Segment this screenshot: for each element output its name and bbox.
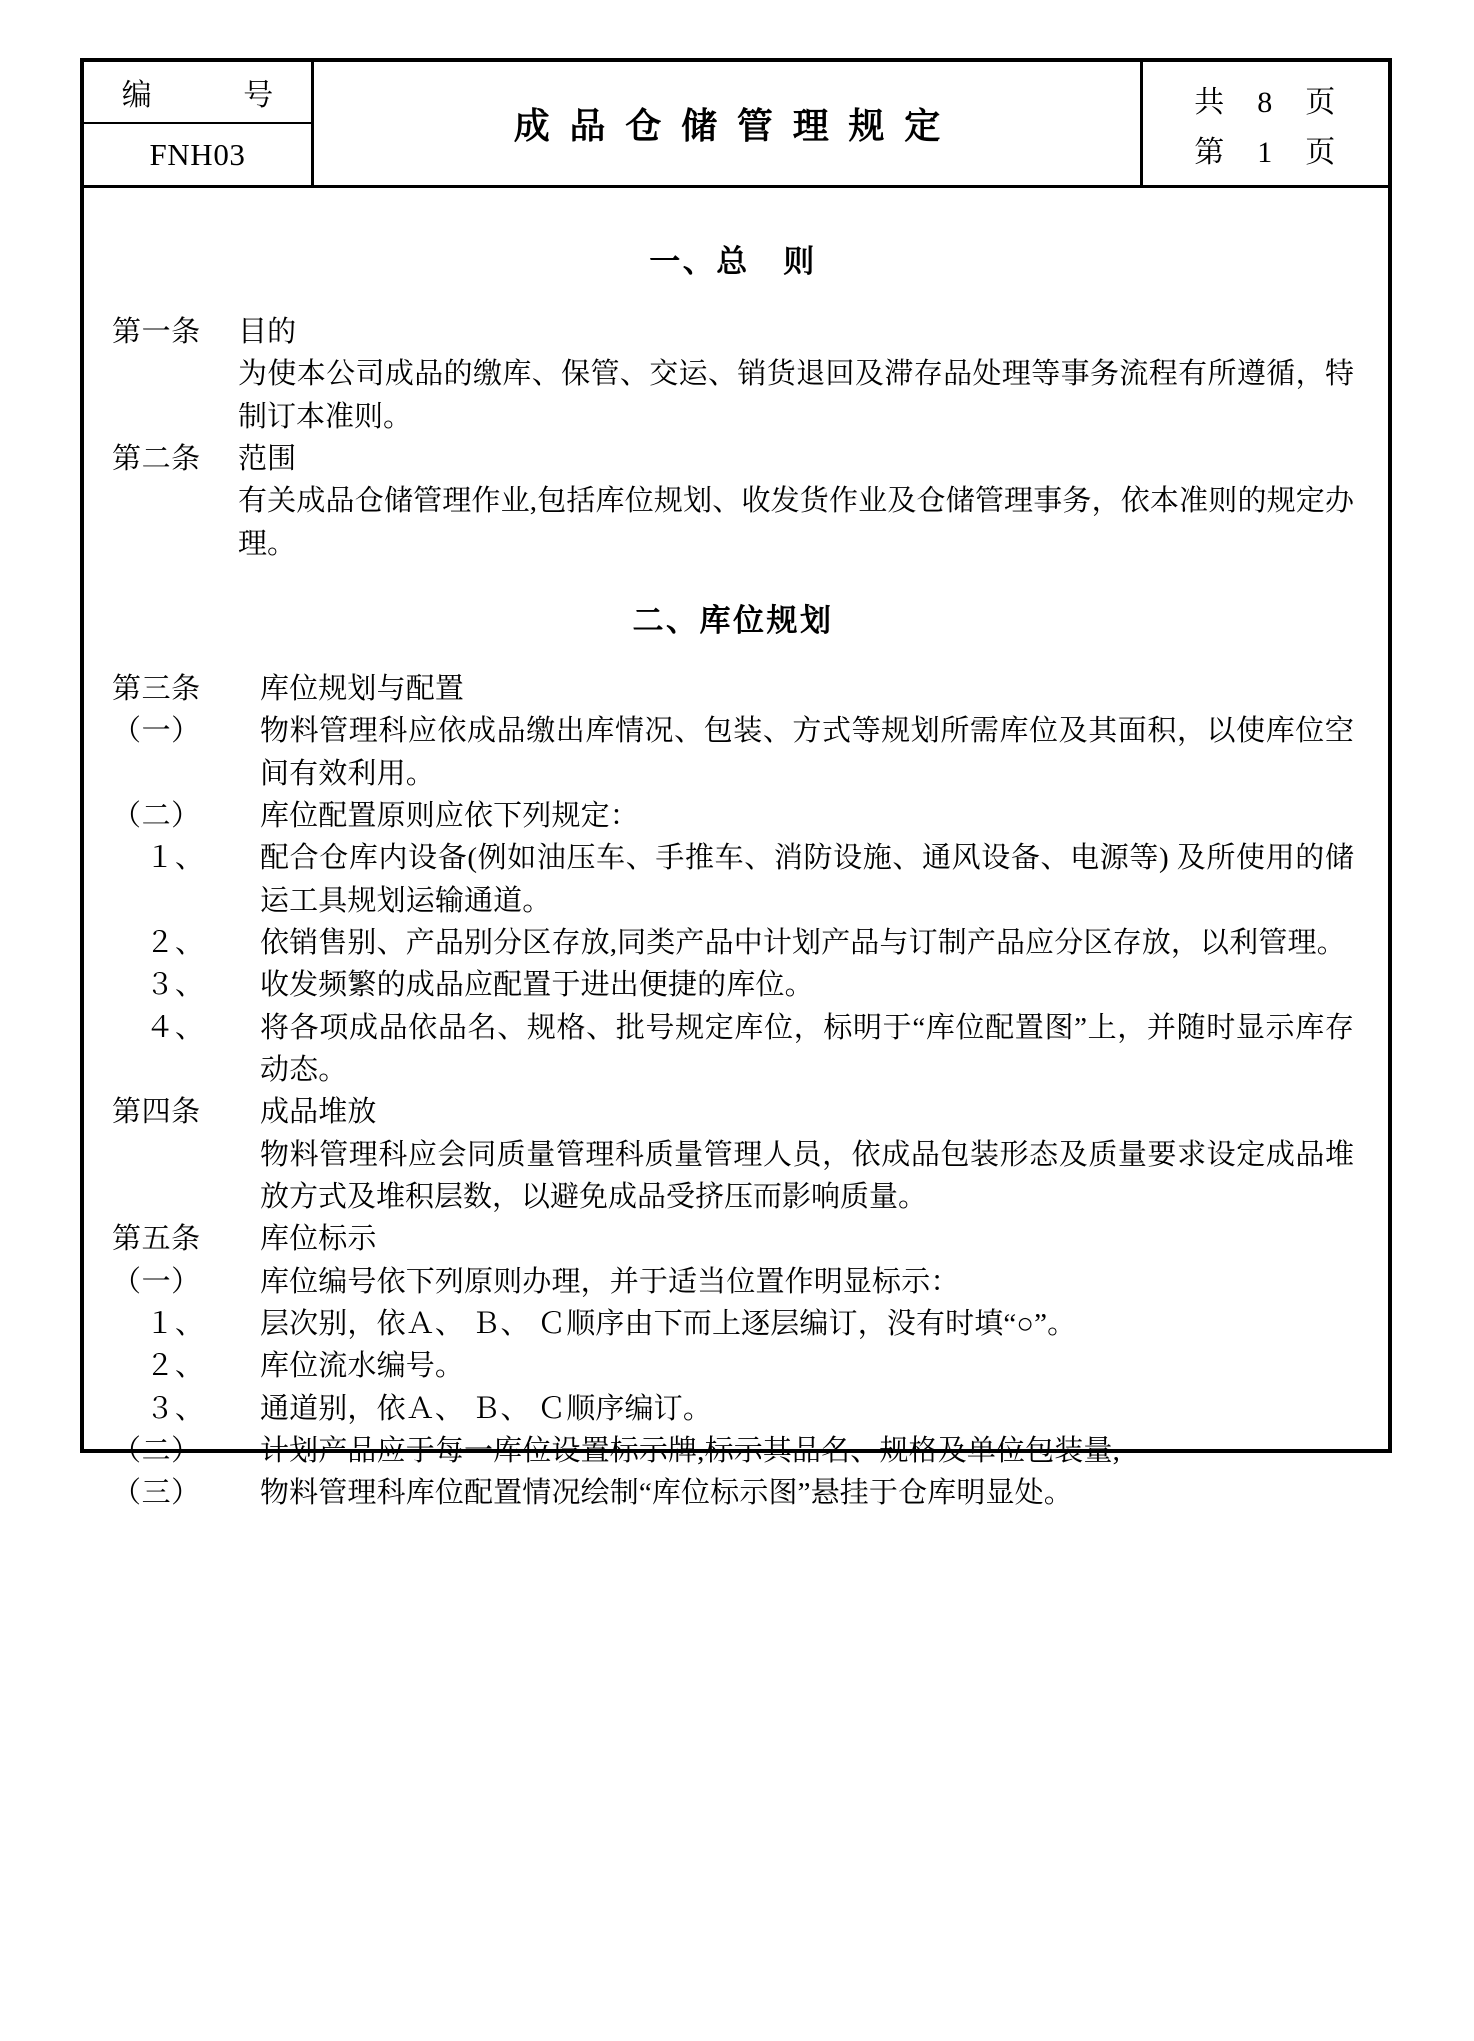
article-1 [112,311,1354,353]
article-5-sub-3 [112,1388,1354,1430]
article-5-label: 第五条 [112,1223,201,1256]
total-pages: 共 8 页 [1194,85,1337,119]
article-1-label: 第一条 [112,316,201,348]
document-header [84,62,1388,188]
article-3-sub-3 [112,964,1354,1006]
article-3-item-1-label: （一） [112,715,201,748]
header-pages-cell [1143,62,1388,185]
article-3-sub-1 [112,837,1354,922]
article-1-title: 目的 [238,316,297,348]
article-3-sub-4-label: ４、 [145,1011,205,1044]
article-3-label: 第三条 [112,672,201,705]
article-5 [112,1218,1354,1260]
article-5-item-3 [112,1472,1354,1514]
article-4-body: 物料管理科应会同质量管理科质量管理人员，依成品包装形态及质量要求设定成品堆放方式及堆积层数，以避免成品受挤压而影响质量。 [260,1138,1354,1213]
article-3-item-2-text: 库位配置原则应依下列规定： [260,799,639,832]
header-code-cell [84,62,314,185]
article-5-item-1 [112,1261,1354,1303]
document-page [80,58,1392,1510]
article-3-sub-3-label: ３、 [145,969,205,1002]
article-5-item-1-label: （一） [112,1265,201,1298]
current-page: 第 1 页 [1194,135,1337,169]
article-5-item-1-text: 库位编号依下列原则办理，并于适当位置作明显标示： [260,1265,960,1298]
article-5-item-2 [112,1430,1354,1472]
article-3-item-1 [112,710,1354,795]
article-4-title: 成品堆放 [260,1096,377,1129]
document-title: 成品仓储管理规定 [314,62,1143,185]
article-3-item-1-text: 物料管理科应依成品缴出库情况、包装、方式等规划所需库位及其面积，以使库位空间有效利用。 [260,715,1354,790]
article-5-sub-1-text: 层次别，依Ａ、 Ｂ、 Ｃ顺序由下而上逐层编订，没有时填“○”。 [260,1307,1077,1340]
article-2 [112,438,1354,480]
article-5-sub-1 [112,1303,1354,1345]
article-3-sub-4-text: 将各项成品依品名、规格、批号规定库位，标明于“库位配置图”上，并随时显示库存动态。 [260,1011,1354,1086]
article-1-body: 为使本公司成品的缴库、保管、交运、销货退回及滞存品处理等事务流程有所遵循，特制订本准则。 [238,358,1354,433]
article-5-title: 库位标示 [260,1223,377,1256]
section-heading-storage-planning: 二、库位规划 [632,602,834,638]
article-3-sub-2-label: ２、 [145,926,205,959]
code-value: FNH03 [149,136,246,172]
article-5-sub-2-text: 库位流水编号。 [260,1350,465,1383]
article-3-sub-3-text: 收发频繁的成品应配置于进出便捷的库位。 [260,969,814,1002]
article-3 [112,668,1354,710]
article-2-body: 有关成品仓储管理作业,包括库位规划、收发货作业及仓储管理事务，依本准则的规定办理。 [238,485,1354,560]
code-label: 编 号 [84,62,311,124]
article-2-title: 范围 [238,442,297,475]
article-3-sub-2 [112,922,1354,964]
article-5-item-3-label: （三） [112,1477,201,1510]
article-5-item-2-label: （二） [112,1434,201,1467]
document-body [84,188,1388,1515]
article-5-sub-3-text: 通道别，依Ａ、 Ｂ、 Ｃ顺序编订。 [260,1392,712,1425]
article-4-label: 第四条 [112,1096,201,1129]
section-heading-general: 一、总 则 [649,244,817,279]
article-5-sub-2 [112,1345,1354,1387]
article-3-sub-4 [112,1007,1354,1092]
article-3-title: 库位规划与配置 [260,672,465,705]
article-3-sub-1-text: 配合仓库内设备(例如油压车、手推车、消防设施、通风设备、电源等) 及所使用的储运工具规划运输通道。 [260,842,1354,917]
article-5-item-3-text: 物料管理科库位配置情况绘制“库位标示图”悬挂于仓库明显处。 [260,1477,1073,1510]
article-2-label: 第二条 [112,442,201,475]
article-5-sub-2-label: ２、 [145,1350,205,1383]
article-5-sub-1-label: １、 [145,1307,205,1340]
article-3-sub-2-text: 依销售别、产品别分区存放,同类产品中计划产品与订制产品应分区存放，以利管理。 [260,926,1346,959]
article-5-sub-3-label: ３、 [145,1392,205,1425]
article-5-item-2-text: 计划产品应于每一库位设置标示牌,标示其品名、规格及单位包装量, [260,1434,1120,1467]
article-3-sub-1-label: １、 [145,842,205,875]
article-4 [112,1091,1354,1133]
article-3-item-2-label: （二） [112,799,201,832]
article-3-item-2 [112,795,1354,837]
